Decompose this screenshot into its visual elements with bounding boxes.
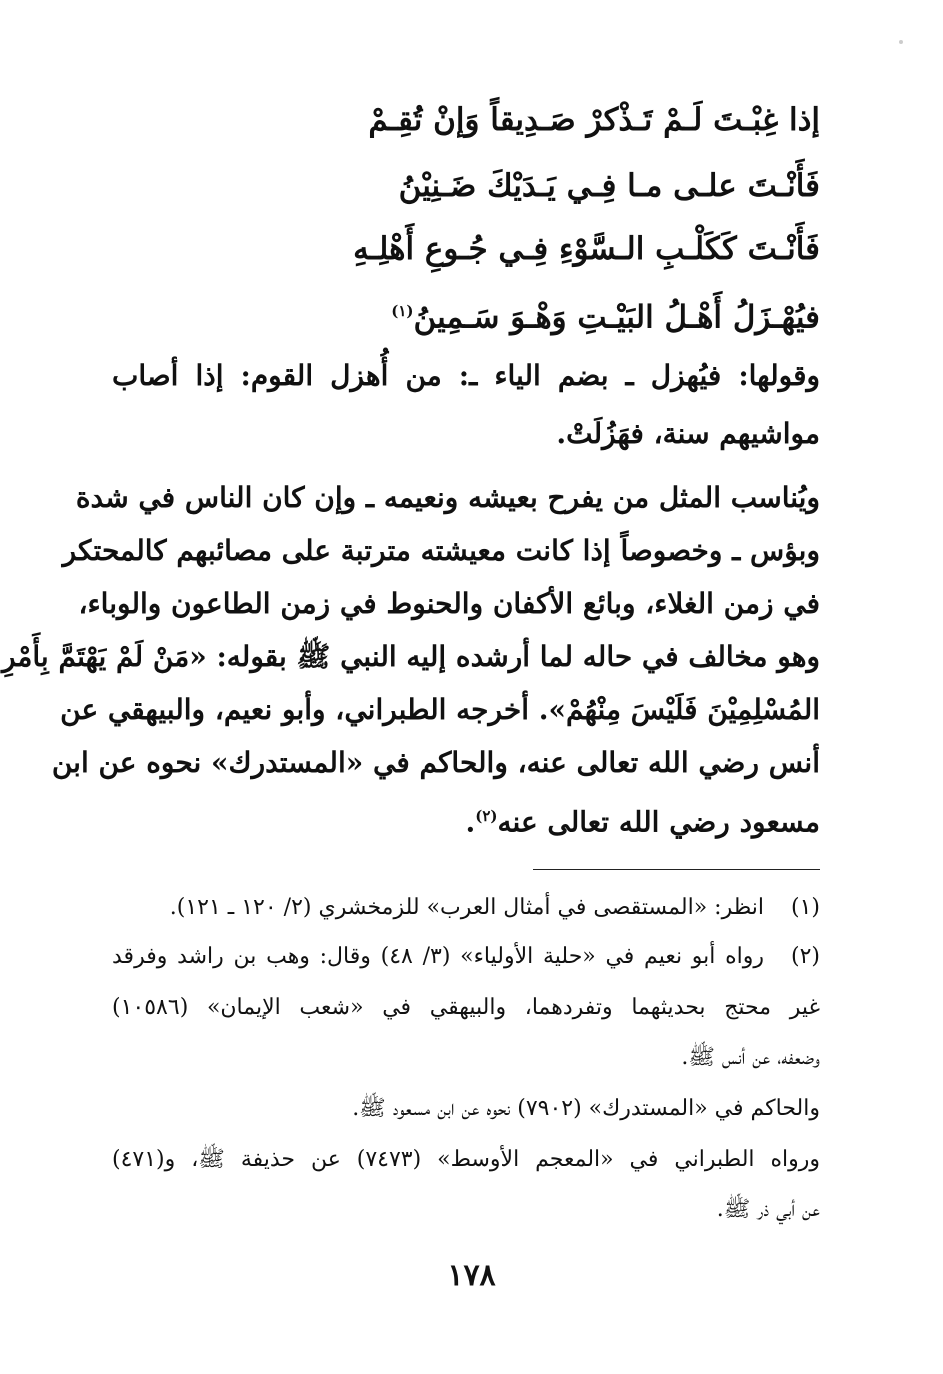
page-number: ١٧٨ bbox=[447, 1258, 496, 1293]
scan-speck bbox=[899, 40, 903, 44]
footnote-2-number: (٢) bbox=[790, 944, 820, 969]
footnote-2-line-4: والحاكم في «المستدرك» (٧٩٠٢) نحوه عن ابن مسعود ﷺ. bbox=[352, 1096, 820, 1121]
footnote-1-number: (١) bbox=[790, 895, 820, 920]
footnote-2-line-2: غير محتج بحديثهما وتفردهما، والبيهقي في «شعب الإيمان» (١٠٥٨٦) bbox=[112, 995, 820, 1020]
verse-line-4 bbox=[391, 291, 820, 337]
paragraph2-line-5: المُسْلِمِيْنَ فَلَيْسَ مِنْهُمْ». أخرجه الطبراني، وأبو نعيم، والبيهقي عن bbox=[60, 693, 820, 726]
footnote-2-line-5: ورواه الطبراني في «المعجم الأوسط» (٧٤٧٣) عن حذيفة ﷺ، و(٤٧١) bbox=[112, 1147, 820, 1172]
footnote-2-line-1-text: رواه أبو نعيم في «حلية الأولياء» (٣/ ٤٨) وقال: وهب بن راشد وفرقد bbox=[112, 944, 764, 969]
paragraph2-line-4: وهو مخالف في حاله لما أرشده إليه النبي ﷺ بقوله: «مَنْ لَمْ يَهْتَمَّ بِأَمْرِ bbox=[1, 640, 820, 673]
footnote-1 bbox=[112, 893, 820, 923]
paragraph2-line-7 bbox=[112, 796, 820, 842]
paragraph2-line-6: أنس رضي الله تعالى عنه، والحاكم في «المستدرك» نحوه عن ابن bbox=[51, 746, 820, 779]
footnote-separator bbox=[533, 869, 820, 870]
verse-line-1: إذا غِبْـتَ لَـمْ تَـذْكرْ صَـدِيقاً وَإنْ تُقِـمْ bbox=[368, 102, 820, 138]
paragraph2-line-2: وبؤس ـ وخصوصاً إذا كانت معيشته مترتبة على مصائبهم كالمحتكر bbox=[62, 534, 820, 567]
paragraph2-line-1: ويُناسب المثل من يفرح بعيشه ونعيمه ـ وإن كان الناس في شدة bbox=[75, 481, 820, 514]
verse-line-4-text: فيُهْـزَلُ أَهْـلُ البَيْـتِ وَهْـوَ سَـمِينُ bbox=[413, 299, 820, 336]
sentence-period: . bbox=[465, 805, 476, 839]
paragraph2-line-3: في زمن الغلاء، وبائع الأكفان والحنوط في زمن الطاعون والوباء، bbox=[78, 587, 820, 620]
paragraph2-line-7-text: مسعود رضي الله تعالى عنه bbox=[497, 805, 820, 839]
footnote-ref-2: (٢) bbox=[475, 807, 498, 825]
paragraph1-line-2: مواشيهم سنة، فهَزُلَتْ. bbox=[556, 417, 820, 450]
verse-line-2: فَأَنْـتَ علـى مـا فِـي يَـدَيْكَ ضَـنِيْنُ bbox=[398, 168, 820, 204]
footnote-2-line-3: وضعفه، عن أنس ﷺ. bbox=[681, 1045, 820, 1070]
footnote-ref-1: (١) bbox=[391, 302, 414, 320]
paragraph1-line-1: وقولها: فيُهزل ـ بضم الياء ـ: من أُهزل القوم: إذا أصاب bbox=[112, 359, 820, 392]
verse-line-3: فَأَنْـتَ كَكَلْـبِ الـسَّوْءِ فِـي جُـوعِ أَهْلِـهِ bbox=[353, 231, 820, 267]
footnote-2-line-6: عن أبي ذر ﷺ. bbox=[716, 1197, 820, 1222]
footnote-2-line-1 bbox=[112, 942, 820, 972]
footnote-1-text: انظر: «المستقصى في أمثال العرب» للزمخشري (٢/ ١٢٠ ـ ١٢١). bbox=[169, 895, 764, 920]
